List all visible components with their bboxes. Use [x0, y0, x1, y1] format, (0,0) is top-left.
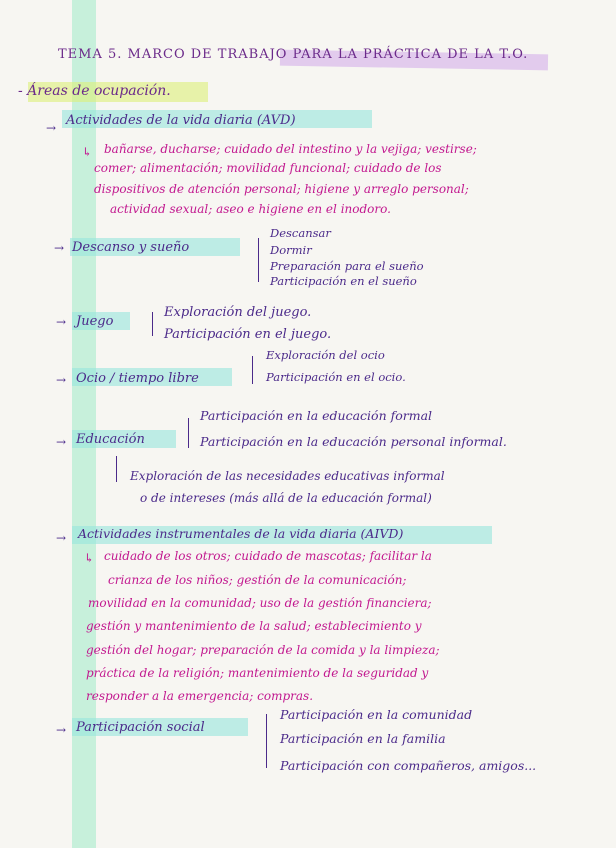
aivd-line: movilidad en la comunidad; uso de la gestión financiera;: [88, 596, 432, 610]
aivd-line: gestión y mantenimiento de la salud; establecimiento y: [86, 619, 422, 633]
participacion-heading: Participación social: [76, 720, 205, 735]
arrow-icon: →: [56, 723, 67, 737]
educacion-item: Participación en la educación formal: [200, 408, 433, 423]
avd-line: actividad sexual; aseo e higiene en el inodoro.: [110, 202, 391, 216]
descanso-item: Preparación para el sueño: [270, 259, 424, 273]
ocio-item: Participación en el ocio.: [266, 370, 406, 384]
aivd-line: gestión del hogar; preparación de la comida y la limpieza;: [86, 643, 440, 657]
educacion-heading: Educación: [76, 432, 145, 447]
descanso-item: Participación en el sueño: [270, 274, 417, 288]
ocio-heading: Ocio / tiempo libre: [76, 371, 199, 386]
aivd-heading: Actividades instrumentales de la vida diaria (AIVD): [78, 526, 404, 541]
areas-heading: - Áreas de ocupación.: [18, 83, 171, 99]
avd-heading: Actividades de la vida diaria (AVD): [66, 113, 296, 128]
arrow-icon: →: [46, 121, 57, 135]
arrow-icon: →: [56, 315, 67, 329]
avd-line: comer; alimentación; movilidad funcional; cuidado de los: [94, 161, 442, 175]
juego-item: Exploración del juego.: [164, 305, 312, 320]
arrow-icon: →: [56, 531, 67, 545]
educacion-item: o de intereses (más allá de la educación formal): [140, 491, 432, 505]
bracket: [188, 418, 189, 448]
aivd-line: crianza de los niños; gestión de la comunicación;: [108, 573, 407, 587]
ocio-item: Exploración del ocio: [266, 348, 385, 362]
bracket: [116, 456, 117, 482]
juego-item: Participación en el juego.: [164, 327, 332, 342]
arrow-icon: →: [56, 373, 67, 387]
bracket: [252, 356, 253, 384]
educacion-item: Exploración de las necesidades educativas informal: [130, 469, 445, 483]
bracket: [266, 714, 267, 768]
arrow-icon: →: [56, 435, 67, 449]
juego-heading: Juego: [76, 314, 114, 329]
arrow-icon: →: [54, 241, 65, 255]
bracket: [152, 312, 153, 336]
participacion-item: Participación con compañeros, amigos...: [280, 758, 537, 773]
aivd-line: práctica de la religión; mantenimiento de la seguridad y: [86, 666, 429, 680]
bracket: [258, 238, 259, 282]
aivd-line: responder a la emergencia; compras.: [86, 689, 314, 703]
aivd-line: cuidado de los otros; cuidado de mascotas; facilitar la: [104, 549, 432, 563]
avd-line: dispositivos de atención personal; higiene y arreglo personal;: [94, 182, 469, 196]
participacion-item: Participación en la comunidad: [280, 707, 473, 722]
avd-line: bañarse, ducharse; cuidado del intestino y la vejiga; vestirse;: [104, 142, 477, 156]
page-title: TEMA 5. MARCO DE TRABAJO PARA LA PRÁCTICA DE LA T.O.: [58, 47, 529, 62]
educacion-item: Participación en la educación personal informal.: [200, 434, 507, 449]
arrow-icon: ↳: [84, 551, 95, 565]
arrow-icon: ↳: [82, 145, 93, 159]
participacion-item: Participación en la familia: [280, 731, 446, 746]
descanso-item: Dormir: [270, 243, 312, 257]
descanso-item: Descansar: [270, 226, 331, 240]
descanso-heading: Descanso y sueño: [72, 240, 190, 255]
